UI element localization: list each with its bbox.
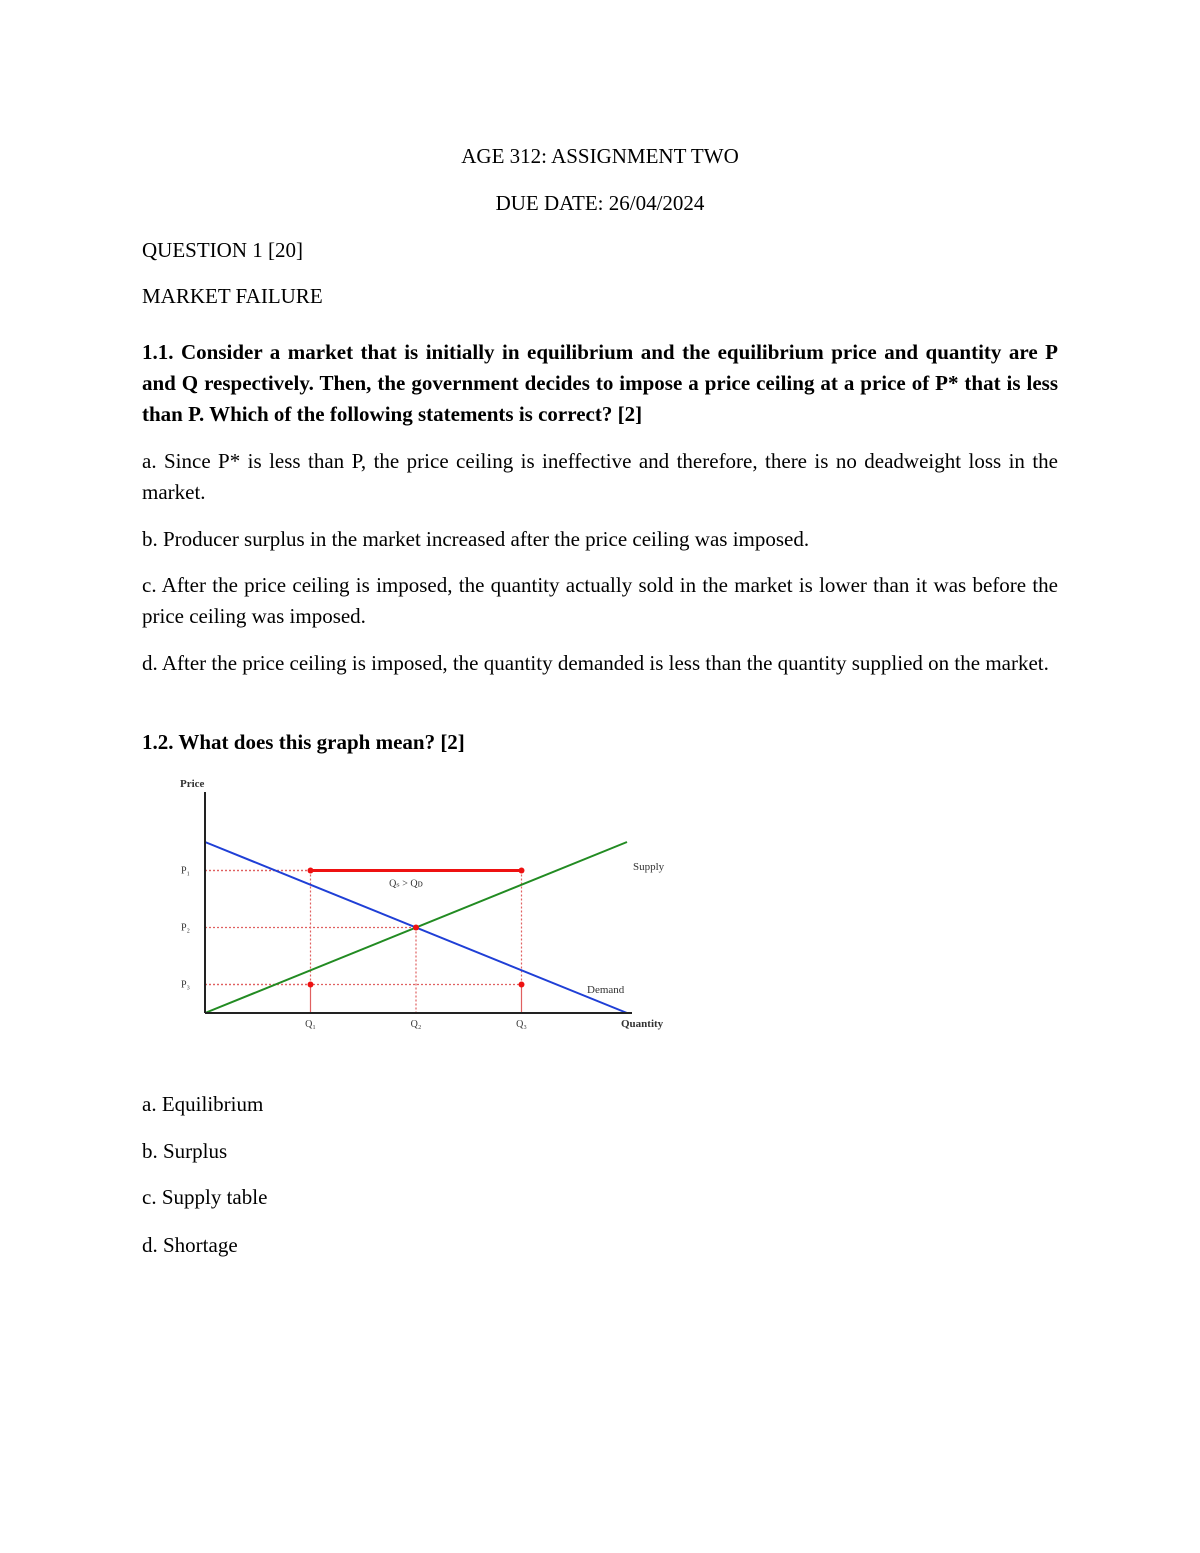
due-date: DUE DATE: 26/04/2024 bbox=[495, 191, 705, 215]
series-label-demand: Demand bbox=[587, 984, 625, 996]
q1-1-option-a: a. Since P* is less than P, the price ceiling is ineffective and therefore, there is no deadweight loss in the market. bbox=[142, 449, 1058, 504]
q1-2-prompt: 1.2. What does this graph mean? [2] bbox=[142, 730, 465, 754]
assignment-title: AGE 312: ASSIGNMENT TWO bbox=[461, 144, 739, 168]
y-tick-label-0: P₃ bbox=[181, 979, 191, 991]
chart-svg bbox=[170, 770, 690, 1040]
q1-1-option-b: b. Producer surplus in the market increased after the price ceiling was imposed. bbox=[142, 527, 810, 551]
topic-heading: MARKET FAILURE bbox=[142, 284, 323, 308]
supply-demand-chart bbox=[170, 770, 690, 1040]
x-tick-label-2: Q₃ bbox=[516, 1019, 527, 1030]
chart-labels bbox=[180, 778, 665, 1030]
q1-1-option-d: d. After the price ceiling is imposed, the quantity demanded is less than the quantity supplied on the market. bbox=[142, 651, 1049, 675]
series-label-supply: Supply bbox=[633, 861, 665, 873]
q1-1-option-c: c. After the price ceiling is imposed, the quantity actually sold in the market is lower than it was before the price ceiling was imposed. bbox=[142, 573, 1058, 628]
surplus-annotation: Qₛ > Qᴅ bbox=[389, 878, 423, 890]
marked-point-1 bbox=[519, 868, 525, 874]
q1-2-option-a: a. Equilibrium bbox=[142, 1092, 264, 1116]
guide-lines bbox=[205, 871, 522, 1014]
marked-point-0 bbox=[308, 868, 314, 874]
chart-axes bbox=[205, 792, 632, 1013]
q1-2-option-d: d. Shortage bbox=[142, 1233, 238, 1257]
marked-point-4 bbox=[519, 982, 525, 988]
marked-point-3 bbox=[308, 982, 314, 988]
question-heading: QUESTION 1 [20] bbox=[142, 238, 303, 262]
q1-1-prompt: 1.1. Consider a market that is initially in equilibrium and the equilibrium price and quantity are P and Q respectively. Then, the government decides to impose a price ceiling at a price of P* that is less than P. Which of the following statements is correct? [2] bbox=[142, 340, 1058, 426]
marked-point-2 bbox=[413, 925, 419, 931]
y-tick-label-2: P₁ bbox=[181, 865, 191, 877]
y-tick-label-1: P₂ bbox=[181, 922, 191, 934]
x-tick-label-0: Q₁ bbox=[305, 1019, 316, 1030]
q1-2-option-b: b. Surplus bbox=[142, 1139, 228, 1163]
y-axis-label: Price bbox=[180, 778, 205, 790]
x-tick-label-1: Q₂ bbox=[410, 1019, 422, 1030]
x-axis-label: Quantity bbox=[621, 1018, 664, 1030]
q1-2-option-c: c. Supply table bbox=[142, 1185, 268, 1209]
